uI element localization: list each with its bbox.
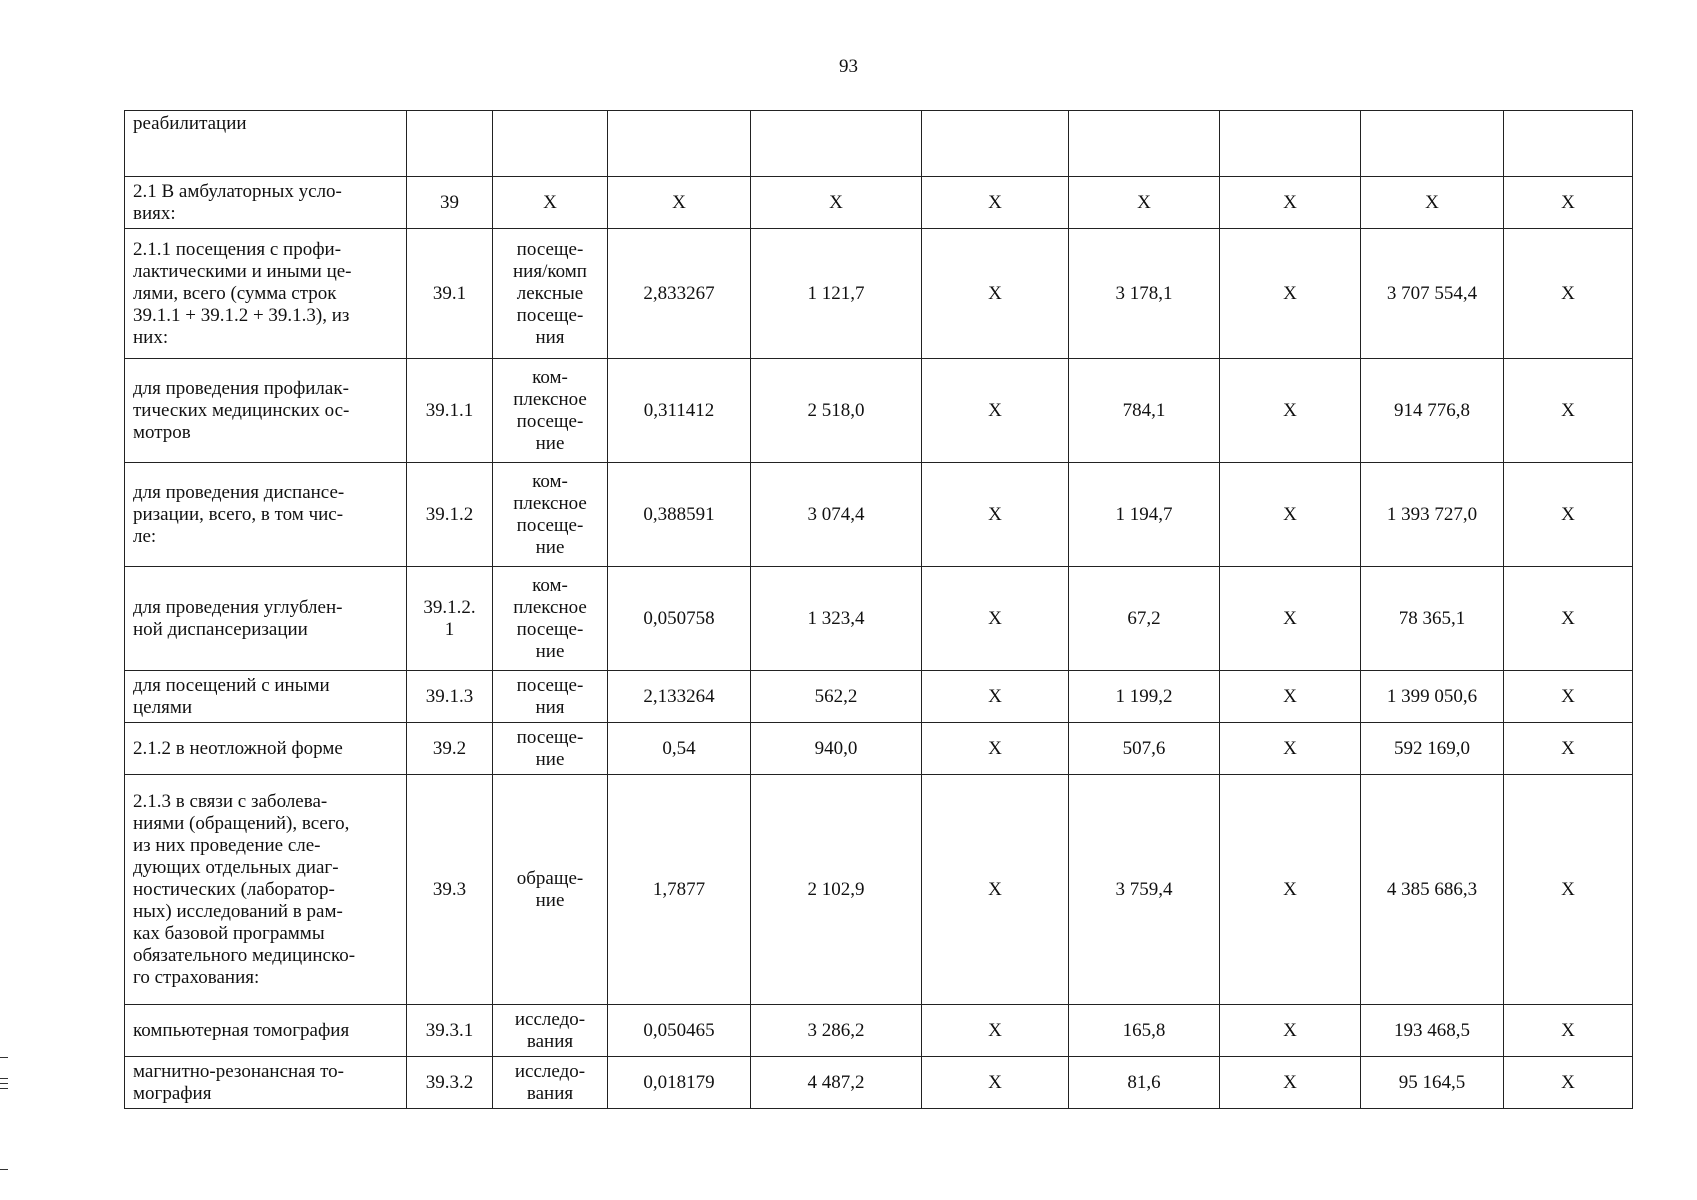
row-name-cell: компьютерная томография [125, 1005, 407, 1057]
value-cell-6: 95 164,5 [1361, 1057, 1504, 1109]
scan-edge-mark [0, 1169, 8, 1170]
row-code-cell: 39.2 [407, 723, 493, 775]
value-cell-4: 1 194,7 [1069, 463, 1220, 567]
row-code-cell: 39.3 [407, 775, 493, 1005]
value-cell-5: Х [1220, 723, 1361, 775]
table-row [125, 723, 1633, 775]
value-cell-5: Х [1220, 567, 1361, 671]
value-cell-3: Х [922, 359, 1069, 463]
row-name-cell: 2.1 В амбулаторных усло- виях: [125, 177, 407, 229]
row-code-cell: 39.1.1 [407, 359, 493, 463]
value-cell-7: Х [1504, 723, 1633, 775]
scan-edge-mark [0, 1057, 8, 1058]
row-code-cell: 39.1.2 [407, 463, 493, 567]
value-cell-5: Х [1220, 1057, 1361, 1109]
data-table [124, 110, 1633, 1109]
value-cell-1: Х [608, 177, 751, 229]
unit-cell [493, 111, 608, 177]
row-code-cell [407, 111, 493, 177]
value-cell-4: 67,2 [1069, 567, 1220, 671]
row-code-cell: 39.1.3 [407, 671, 493, 723]
value-cell-3: Х [922, 775, 1069, 1005]
scan-edge-mark [0, 1088, 8, 1089]
unit-cell: посеще- ние [493, 723, 608, 775]
row-name-cell: 2.1.2 в неотложной форме [125, 723, 407, 775]
value-cell-7: Х [1504, 1005, 1633, 1057]
row-name-cell: магнитно-резонансная то- мография [125, 1057, 407, 1109]
row-name-cell: 2.1.1 посещения с профи- лактическими и иными це- лями, всего (сумма строк 39.1.1 + 39.1.2 + 39.1.3), из них: [125, 229, 407, 359]
table-row [125, 111, 1633, 177]
value-cell-1: 0,050758 [608, 567, 751, 671]
unit-cell: исследо- вания [493, 1057, 608, 1109]
value-cell-6: 1 399 050,6 [1361, 671, 1504, 723]
unit-cell: Х [493, 177, 608, 229]
value-cell-7 [1504, 111, 1633, 177]
value-cell-6: 914 776,8 [1361, 359, 1504, 463]
value-cell-5: Х [1220, 177, 1361, 229]
value-cell-1: 2,133264 [608, 671, 751, 723]
value-cell-5 [1220, 111, 1361, 177]
value-cell-5: Х [1220, 671, 1361, 723]
value-cell-3: Х [922, 1057, 1069, 1109]
row-name-cell: для посещений с иными целями [125, 671, 407, 723]
value-cell-2: 4 487,2 [751, 1057, 922, 1109]
value-cell-6: 78 365,1 [1361, 567, 1504, 671]
value-cell-5: Х [1220, 229, 1361, 359]
value-cell-3 [922, 111, 1069, 177]
value-cell-2: 1 323,4 [751, 567, 922, 671]
value-cell-3: Х [922, 463, 1069, 567]
value-cell-4: 3 759,4 [1069, 775, 1220, 1005]
unit-cell: ком- плексное посеще- ние [493, 463, 608, 567]
unit-cell: посеще- ния [493, 671, 608, 723]
value-cell-4: Х [1069, 177, 1220, 229]
value-cell-2 [751, 111, 922, 177]
value-cell-1 [608, 111, 751, 177]
value-cell-3: Х [922, 671, 1069, 723]
value-cell-7: Х [1504, 1057, 1633, 1109]
row-name-cell: реабилитации [125, 111, 407, 177]
value-cell-6: 3 707 554,4 [1361, 229, 1504, 359]
value-cell-5: Х [1220, 1005, 1361, 1057]
value-cell-5: Х [1220, 359, 1361, 463]
value-cell-4: 3 178,1 [1069, 229, 1220, 359]
table-row [125, 567, 1633, 671]
unit-cell: обраще- ние [493, 775, 608, 1005]
value-cell-7: Х [1504, 567, 1633, 671]
value-cell-3: Х [922, 177, 1069, 229]
row-code-cell: 39.1 [407, 229, 493, 359]
value-cell-3: Х [922, 567, 1069, 671]
value-cell-4: 165,8 [1069, 1005, 1220, 1057]
row-code-cell: 39.1.2. 1 [407, 567, 493, 671]
value-cell-2: 940,0 [751, 723, 922, 775]
value-cell-4: 1 199,2 [1069, 671, 1220, 723]
value-cell-7: Х [1504, 359, 1633, 463]
table-row [125, 775, 1633, 1005]
table-row [125, 359, 1633, 463]
value-cell-5: Х [1220, 775, 1361, 1005]
table-body [125, 111, 1633, 1109]
value-cell-2: 562,2 [751, 671, 922, 723]
value-cell-3: Х [922, 229, 1069, 359]
row-name-cell: для проведения профилак- тических медицинских ос- мотров [125, 359, 407, 463]
value-cell-1: 0,388591 [608, 463, 751, 567]
row-code-cell: 39.3.1 [407, 1005, 493, 1057]
value-cell-1: 1,7877 [608, 775, 751, 1005]
unit-cell: посеще- ния/комп лексные посеще- ния [493, 229, 608, 359]
row-code-cell: 39 [407, 177, 493, 229]
value-cell-2: Х [751, 177, 922, 229]
value-cell-4: 81,6 [1069, 1057, 1220, 1109]
table-row [125, 463, 1633, 567]
value-cell-1: 0,018179 [608, 1057, 751, 1109]
value-cell-2: 1 121,7 [751, 229, 922, 359]
page-number: 93 [839, 56, 858, 77]
value-cell-2: 3 286,2 [751, 1005, 922, 1057]
value-cell-2: 2 518,0 [751, 359, 922, 463]
value-cell-7: Х [1504, 463, 1633, 567]
value-cell-4: 507,6 [1069, 723, 1220, 775]
unit-cell: ком- плексное посеще- ние [493, 567, 608, 671]
value-cell-1: 0,311412 [608, 359, 751, 463]
value-cell-7: Х [1504, 177, 1633, 229]
scan-edge-mark [0, 1083, 8, 1084]
row-name-cell: 2.1.3 в связи с заболева- ниями (обращений), всего, из них проведение сле- дующих отдельных диаг- ностических (лаборатор- ных) исследований в рам- ках базовой программы обязательного медицинско- го страхования: [125, 775, 407, 1005]
value-cell-3: Х [922, 723, 1069, 775]
row-name-cell: для проведения диспансе- ризации, всего, в том чис- ле: [125, 463, 407, 567]
value-cell-7: Х [1504, 229, 1633, 359]
unit-cell: исследо- вания [493, 1005, 608, 1057]
value-cell-7: Х [1504, 775, 1633, 1005]
value-cell-2: 3 074,4 [751, 463, 922, 567]
value-cell-5: Х [1220, 463, 1361, 567]
value-cell-6 [1361, 111, 1504, 177]
table-row [125, 229, 1633, 359]
table-row [125, 1005, 1633, 1057]
value-cell-6: 4 385 686,3 [1361, 775, 1504, 1005]
row-name-cell: для проведения углублен- ной диспансеризации [125, 567, 407, 671]
value-cell-6: 193 468,5 [1361, 1005, 1504, 1057]
value-cell-1: 0,050465 [608, 1005, 751, 1057]
value-cell-1: 0,54 [608, 723, 751, 775]
value-cell-7: Х [1504, 671, 1633, 723]
row-code-cell: 39.3.2 [407, 1057, 493, 1109]
value-cell-2: 2 102,9 [751, 775, 922, 1005]
table-row [125, 671, 1633, 723]
value-cell-4: 784,1 [1069, 359, 1220, 463]
table-row [125, 177, 1633, 229]
unit-cell: ком- плексное посеще- ние [493, 359, 608, 463]
value-cell-3: Х [922, 1005, 1069, 1057]
table-row [125, 1057, 1633, 1109]
value-cell-1: 2,833267 [608, 229, 751, 359]
value-cell-6: Х [1361, 177, 1504, 229]
value-cell-4 [1069, 111, 1220, 177]
scan-edge-mark [0, 1078, 8, 1079]
value-cell-6: 592 169,0 [1361, 723, 1504, 775]
value-cell-6: 1 393 727,0 [1361, 463, 1504, 567]
